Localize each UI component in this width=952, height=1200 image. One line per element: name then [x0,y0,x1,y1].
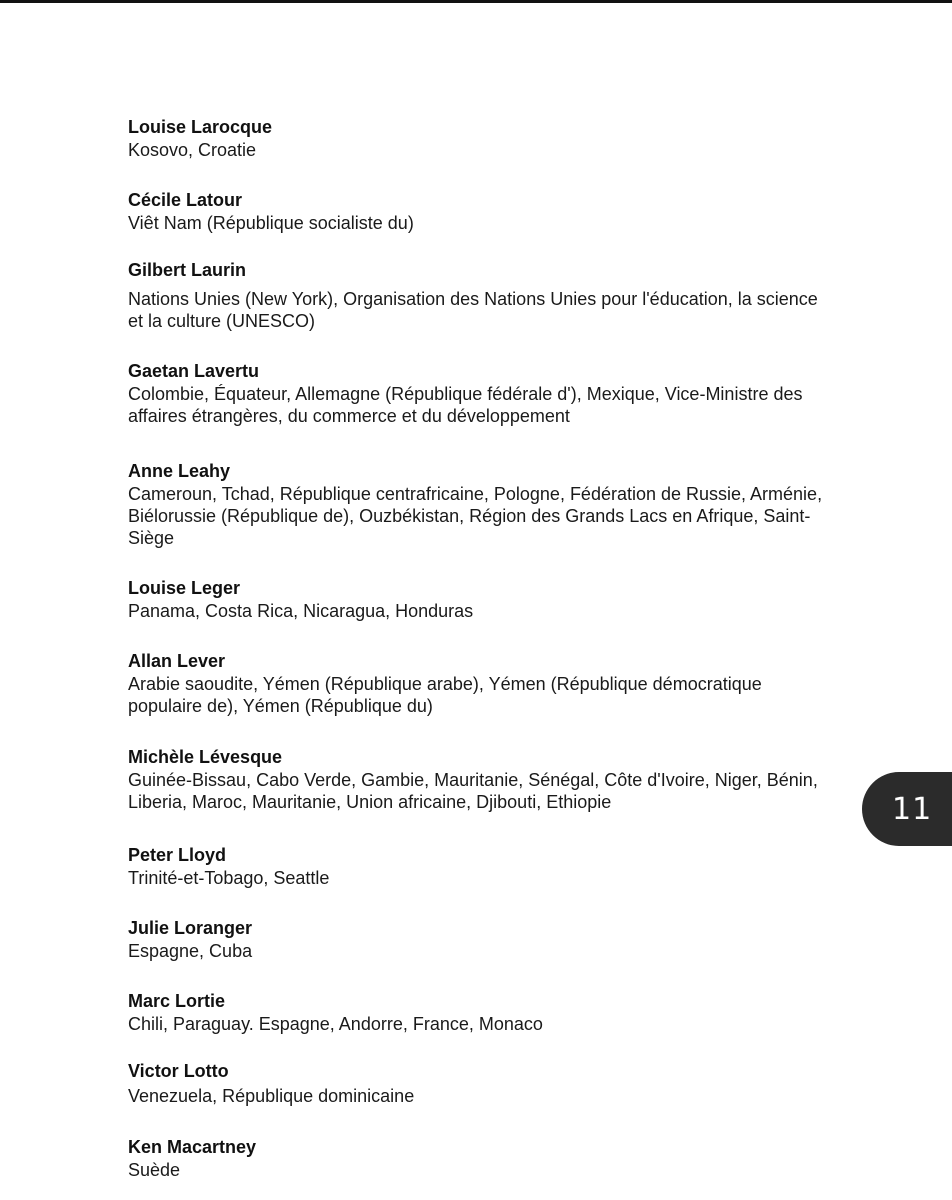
entry-description: Guinée-Bissau, Cabo Verde, Gambie, Mauritanie, Sénégal, Côte d'Ivoire, Niger, Bénin, Liberia, Maroc, Mauritanie, Union africaine, Djibouti, Ethiopie [128,770,818,812]
entry-name: Ken Macartney [128,1137,257,1157]
entry [128,745,828,813]
entry-name: Louise Larocque [128,117,273,137]
entry-name: Gilbert Laurin [128,260,247,280]
entry-description: Panama, Costa Rica, Nicaragua, Honduras [128,601,474,621]
entry-name: Victor Lotto [128,1061,229,1081]
entry-description: Viêt Nam (République socialiste du) [128,213,414,233]
entry-description: Arabie saoudite, Yémen (République arabe), Yémen (République démocratique populaire de), Yémen (République du) [128,674,762,716]
entry-description: Chili, Paraguay. Espagne, Andorre, France, Monaco [128,1014,543,1034]
entry-name: Peter Lloyd [128,845,227,865]
entry [128,1059,828,1107]
entry-description: Kosovo, Croatie [128,140,257,160]
entry-name: Louise Leger [128,578,241,598]
entry-description: Trinité-et-Tobago, Seattle [128,868,330,888]
entry [128,188,828,234]
entry [128,115,828,161]
entry [128,1135,828,1181]
entry [128,576,828,622]
page-number-badge[interactable] [862,772,952,846]
entry-description: Suède [128,1160,181,1180]
entry [128,459,828,549]
entry-description: Colombie, Équateur, Allemagne (République fédérale d'), Mexique, Vice-Ministre des affaires étrangères, du commerce et du développement [128,384,803,426]
entry-description: Cameroun, Tchad, République centrafricaine, Pologne, Fédération de Russie, Arménie, Biélorussie (République de), Ouzbékistan, Région des Grands Lacs en Afrique, Saint-Siège [128,484,823,548]
entry [128,359,828,427]
entry [128,989,828,1035]
entry [128,843,828,889]
entry-description: Nations Unies (New York), Organisation des Nations Unies pour l'éducation, la science et la culture (UNESCO) [128,289,818,331]
page-number: 11 [892,791,933,827]
entry-name: Anne Leahy [128,461,231,481]
entry-name: Allan Lever [128,651,226,671]
entry [128,258,828,332]
top-divider [0,0,952,3]
entry-name: Julie Loranger [128,918,253,938]
entry [128,649,828,717]
entry-description: Venezuela, République dominicaine [128,1086,415,1106]
entry-description: Espagne, Cuba [128,941,253,961]
entry-name: Gaetan Lavertu [128,361,260,381]
entry [128,916,828,962]
entry-name: Michèle Lévesque [128,747,283,767]
entry-name: Cécile Latour [128,190,243,210]
entry-name: Marc Lortie [128,991,226,1011]
